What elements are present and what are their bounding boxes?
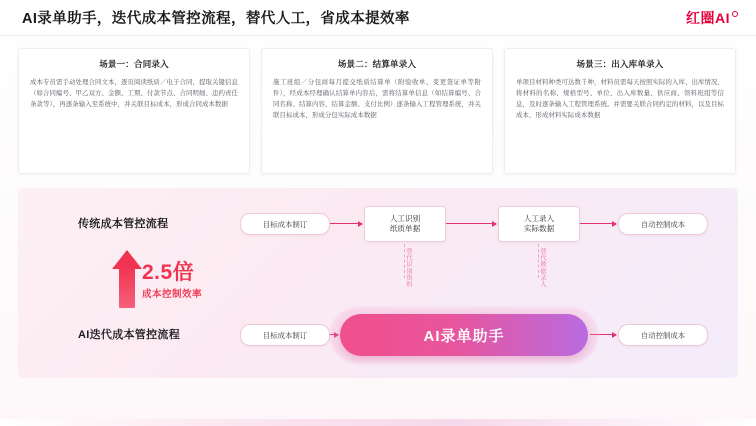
step-manual-read-line2: 纸质单据 bbox=[389, 224, 421, 233]
scenario-card-title: 场景三：出入库单录入 bbox=[576, 59, 664, 69]
arrow-icon bbox=[446, 223, 496, 224]
target-cost-pill-top: 目标成本制订 bbox=[240, 213, 330, 235]
scenario-card-title: 场景二：结算单录入 bbox=[337, 59, 417, 69]
arrow-icon bbox=[330, 223, 362, 224]
scenario-card bbox=[18, 48, 250, 174]
step-manual-read-line1: 人工识别 bbox=[389, 213, 421, 223]
brand-name: 红圈AI bbox=[686, 10, 730, 26]
scenario-card bbox=[504, 48, 736, 174]
efficiency-multiplier-caption: 成本控制效率 bbox=[142, 289, 203, 300]
step-manual-entry-line2: 实际数据 bbox=[523, 224, 555, 233]
arrow-icon bbox=[580, 223, 616, 224]
ai-flow-label: AI迭代成本管控流程 bbox=[78, 329, 180, 341]
scenario-card-body: 成本专员需手动处理合同文本，逐页阅读纸质／电子合同，提取关键信息（如合同编号、甲乙双方、金额、工期、付款节点、合同明细、违约责任条款等），再逐条输入至系统中，并关联目标成本，形成合同成本数据 bbox=[30, 79, 238, 109]
brand-logo bbox=[686, 8, 738, 28]
replace-label-two: 替代数据录入 bbox=[539, 248, 546, 288]
growth-arrow-shaft bbox=[119, 266, 135, 308]
step-manual-read bbox=[364, 206, 446, 242]
scenario-card-title: 场景一：合同录入 bbox=[99, 59, 169, 69]
brand-dot-icon bbox=[732, 11, 738, 17]
step-manual-entry bbox=[498, 206, 580, 242]
scenario-card-list bbox=[18, 48, 738, 174]
flow-panel bbox=[18, 188, 738, 378]
scenario-card-body: 单项目材料种类可达数千种，材料员需每天按照实际的入库、出库情况，将材料的名称、规格型号、单位、出入库数量、供应商、领料班组等信息，及时逐条输入工程管理系统。并需要关联合同约定的材料，以及目标成本，形成材料实际成本数据 bbox=[516, 79, 724, 120]
target-cost-pill-bottom: 目标成本制订 bbox=[240, 324, 330, 346]
bottom-accent-bar bbox=[0, 419, 756, 426]
slide-header bbox=[0, 0, 756, 36]
auto-control-pill-bottom: 自动控制成本 bbox=[618, 324, 708, 346]
replace-label-one: 替代识别资料 bbox=[405, 248, 412, 288]
page-title: AI录单助手，迭代成本管控流程，替代人工，省成本提效率 bbox=[22, 11, 410, 27]
scenario-card-body: 施工班组／分包商每月提交纸质结算单（附验收单、变更签证单等附件），经成本经理确认结算单内容后，需将结算单信息（如结算编号、合同名称、结算内容、结算金额、支付比例）逐条输入工程管理系统，并关联目标成本，形成分包实际成本数据 bbox=[273, 79, 481, 120]
ai-assistant-banner: AI录单助手 bbox=[340, 314, 588, 356]
traditional-flow-label: 传统成本管控流程 bbox=[78, 218, 169, 230]
efficiency-multiplier: 2.5倍 bbox=[142, 261, 195, 284]
auto-control-pill-top: 自动控制成本 bbox=[618, 213, 708, 235]
step-manual-entry-line1: 人工录入 bbox=[523, 213, 555, 223]
scenario-card bbox=[261, 48, 493, 174]
